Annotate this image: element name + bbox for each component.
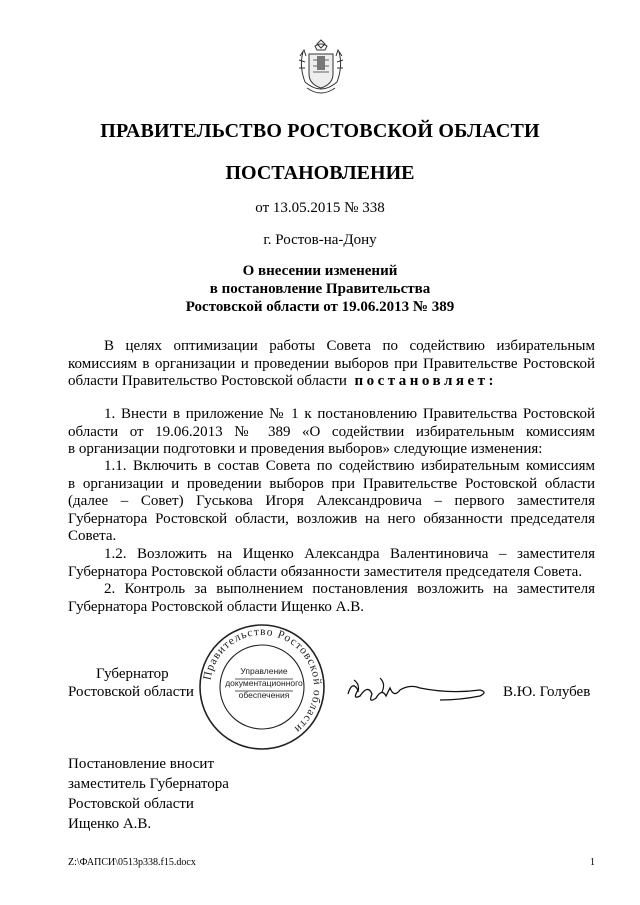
stamp-inner-line: документационного	[225, 678, 303, 688]
clause-2	[68, 581, 595, 616]
text-line: Совета.	[68, 528, 117, 545]
introduced-by-line: Постановление вносит	[68, 756, 215, 772]
official-stamp	[197, 622, 327, 752]
decree-verb: постановляет:	[354, 373, 498, 390]
signatory-title-line: Губернатор	[96, 666, 169, 682]
date-number: от 13.05.2015 № 338	[255, 200, 385, 216]
handwritten-signature	[340, 666, 500, 710]
text-line: 1.2. Возложить на Ищенко Александра Валентиновича – заместителя	[104, 546, 595, 562]
text-line: Губернатора Ростовской области Ищенко А.В.	[68, 598, 364, 615]
text-fragment: области Правительство Ростовской области	[68, 373, 347, 390]
text-line: 1. Внести в приложение № 1 к постановлению Правительства Ростовской	[104, 406, 595, 422]
page-number: 1	[590, 857, 595, 868]
text-line: области от 19.06.2013 № 389 «О содействии избирательным комиссиям	[68, 423, 595, 440]
text-line	[68, 373, 595, 391]
preamble-paragraph	[68, 338, 595, 391]
document-subject	[0, 262, 640, 316]
subject-line: О внесении изменений	[242, 263, 398, 279]
subject-line: в постановление Правительства	[209, 281, 431, 297]
coat-of-arms-emblem	[295, 38, 347, 100]
city: г. Ростов-на-Дону	[263, 232, 377, 248]
text-line: комиссиям в организации и проведении выборов при Правительстве Ростовской	[68, 355, 595, 372]
introduced-by-block	[68, 754, 229, 834]
text-line: в организации подготовки и проведения выборов» следующие изменения:	[68, 441, 543, 458]
introduced-by-line: Ищенко А.В.	[68, 816, 152, 832]
text-line: в организации и проведении выборов при Правительстве Ростовской области	[68, 475, 595, 492]
stamp-ring-text: Правительство Ростовской области	[201, 625, 324, 736]
stamp-inner-line: Управление	[240, 666, 288, 676]
stamp-inner-line: обеспечения	[238, 690, 290, 700]
organization-title: ПРАВИТЕЛЬСТВО РОСТОВСКОЙ ОБЛАСТИ	[100, 120, 540, 142]
introduced-by-line: заместитель Губернатора	[68, 776, 229, 792]
text-line: Губернатора Ростовской области, возложив на него обязанности председателя	[68, 510, 595, 527]
text-line: (далее – Совет) Гуськова Игоря Александровича – первого заместителя	[68, 493, 595, 510]
subject-line: Ростовской области от 19.06.2013 № 389	[185, 299, 455, 315]
signatory-title	[68, 665, 194, 701]
text-line: 2. Контроль за выполнением постановления возложить на заместителя	[104, 581, 595, 597]
clause-1-2	[68, 546, 595, 581]
signatory-name: В.Ю. Голубев	[503, 684, 591, 700]
clause-1	[68, 406, 595, 459]
clause-1-1	[68, 458, 595, 546]
footer-file-path: Z:\ФАПСИ\0513p338.f15.docx	[68, 857, 196, 868]
text-line: В целях оптимизации работы Совета по содействию избирательным	[104, 338, 595, 354]
introduced-by-line: Ростовской области	[68, 796, 194, 812]
text-line: Губернатора Ростовской области обязанности заместителя председателя Совета.	[68, 563, 583, 580]
document-type: ПОСТАНОВЛЕНИЕ	[225, 162, 415, 184]
signatory-title-line: Ростовской области	[68, 684, 194, 700]
text-line: 1.1. Включить в состав Совета по содействию избирательным комиссиям	[104, 458, 595, 474]
